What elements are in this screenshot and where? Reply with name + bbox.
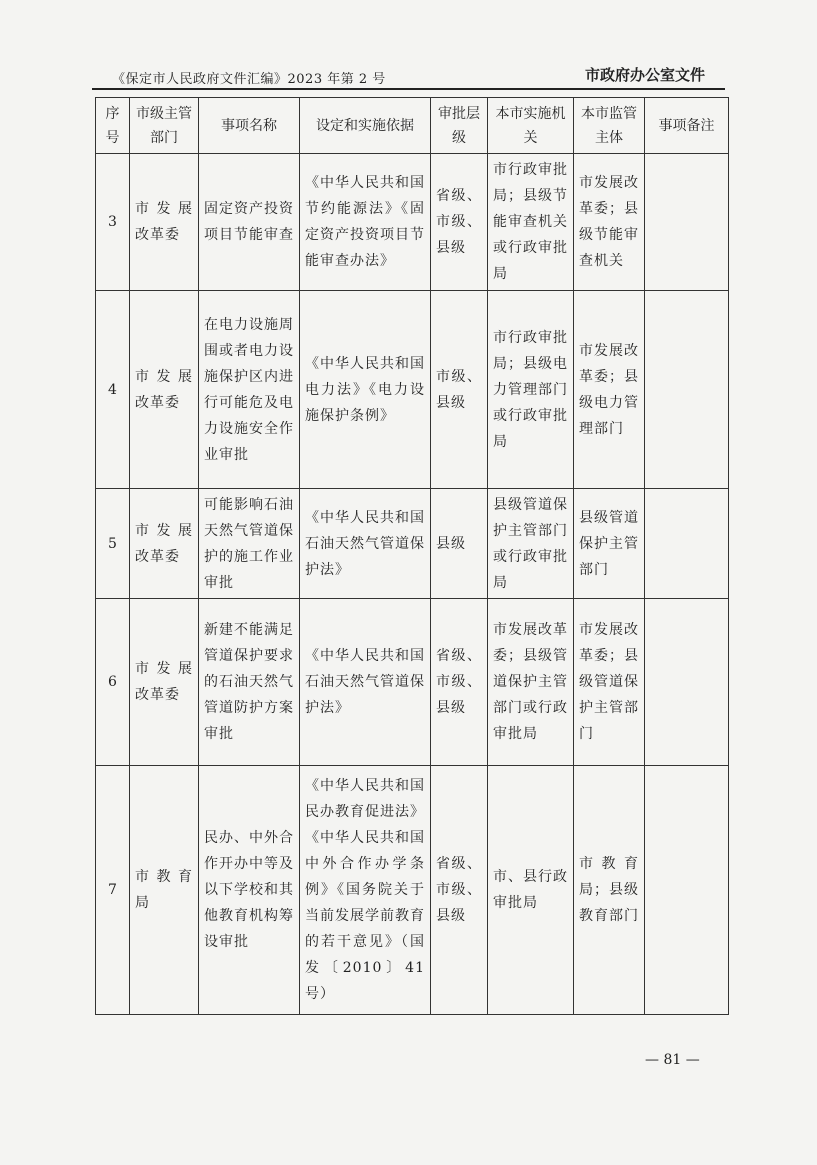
cell-dept: 市教育局 bbox=[130, 766, 199, 1015]
cell-seq: 6 bbox=[96, 599, 130, 766]
col-header-agency: 本市实施机关 bbox=[488, 98, 574, 154]
cell-seq: 3 bbox=[96, 154, 130, 291]
cell-item: 民办、中外合作开办中等及以下学校和其他教育机构筹设审批 bbox=[199, 766, 300, 1015]
cell-supervisor: 市发展改革委；县级电力管理部门 bbox=[574, 291, 645, 489]
cell-supervisor: 市教育局；县级教育部门 bbox=[574, 766, 645, 1015]
cell-level: 县级 bbox=[431, 489, 488, 599]
cell-dept: 市发展改革委 bbox=[130, 291, 199, 489]
document-category: 市政府办公室文件 bbox=[584, 66, 705, 84]
cell-note bbox=[645, 154, 729, 291]
cell-level: 省级、市级、县级 bbox=[431, 599, 488, 766]
cell-item: 在电力设施周围或者电力设施保护区内进行可能危及电力设施安全作业审批 bbox=[199, 291, 300, 489]
table-row bbox=[96, 291, 729, 489]
cell-supervisor: 市发展改革委；县级管道保护主管部门 bbox=[574, 599, 645, 766]
col-header-note: 事项备注 bbox=[645, 98, 729, 154]
cell-seq: 7 bbox=[96, 766, 130, 1015]
table-row bbox=[96, 489, 729, 599]
cell-note bbox=[645, 599, 729, 766]
cell-note bbox=[645, 291, 729, 489]
cell-level: 省级、市级、县级 bbox=[431, 766, 488, 1015]
cell-dept: 市发展改革委 bbox=[130, 154, 199, 291]
cell-agency: 市、县行政审批局 bbox=[488, 766, 574, 1015]
publication-title: 《保定市人民政府文件汇编》2023 年第 2 号 bbox=[112, 72, 386, 87]
cell-agency: 市行政审批局；县级电力管理部门或行政审批局 bbox=[488, 291, 574, 489]
col-header-supervisor: 本市监管主体 bbox=[574, 98, 645, 154]
cell-basis: 《中华人民共和国石油天然气管道保护法》 bbox=[300, 489, 431, 599]
col-header-item: 事项名称 bbox=[199, 98, 300, 154]
cell-agency: 县级管道保护主管部门或行政审批局 bbox=[488, 489, 574, 599]
cell-item: 新建不能满足管道保护要求的石油天然气管道防护方案审批 bbox=[199, 599, 300, 766]
col-header-seq: 序号 bbox=[96, 98, 130, 154]
approval-items-table bbox=[95, 97, 729, 1015]
cell-supervisor: 县级管道保护主管部门 bbox=[574, 489, 645, 599]
cell-item: 固定资产投资项目节能审查 bbox=[199, 154, 300, 291]
cell-level: 省级、市级、县级 bbox=[431, 154, 488, 291]
cell-dept: 市发展改革委 bbox=[130, 489, 199, 599]
cell-seq: 4 bbox=[96, 291, 130, 489]
cell-seq: 5 bbox=[96, 489, 130, 599]
cell-agency: 市发展改革委；县级管道保护主管部门或行政审批局 bbox=[488, 599, 574, 766]
header-divider bbox=[92, 88, 725, 90]
cell-supervisor: 市发展改革委；县级节能审查机关 bbox=[574, 154, 645, 291]
cell-agency: 市行政审批局；县级节能审查机关或行政审批局 bbox=[488, 154, 574, 291]
cell-note bbox=[645, 489, 729, 599]
col-header-dept: 市级主管部门 bbox=[130, 98, 199, 154]
table-row bbox=[96, 766, 729, 1015]
col-header-level: 审批层级 bbox=[431, 98, 488, 154]
table-header-row bbox=[96, 98, 729, 154]
cell-basis: 《中华人民共和国电力法》《电力设施保护条例》 bbox=[300, 291, 431, 489]
page-number: — 81 — bbox=[645, 1052, 700, 1068]
cell-note bbox=[645, 766, 729, 1015]
cell-item: 可能影响石油天然气管道保护的施工作业审批 bbox=[199, 489, 300, 599]
col-header-basis: 设定和实施依据 bbox=[300, 98, 431, 154]
table-row bbox=[96, 599, 729, 766]
cell-level: 市级、县级 bbox=[431, 291, 488, 489]
table-row bbox=[96, 154, 729, 291]
cell-basis: 《中华人民共和国石油天然气管道保护法》 bbox=[300, 599, 431, 766]
cell-basis: 《中华人民共和国节约能源法》《固定资产投资项目节能审查办法》 bbox=[300, 154, 431, 291]
cell-basis: 《中华人民共和国民办教育促进法》《中华人民共和国中外合作办学条例》《国务院关于当前发展学前教育的若干意见》（国发〔2010〕41 号） bbox=[300, 766, 431, 1015]
cell-dept: 市发展改革委 bbox=[130, 599, 199, 766]
